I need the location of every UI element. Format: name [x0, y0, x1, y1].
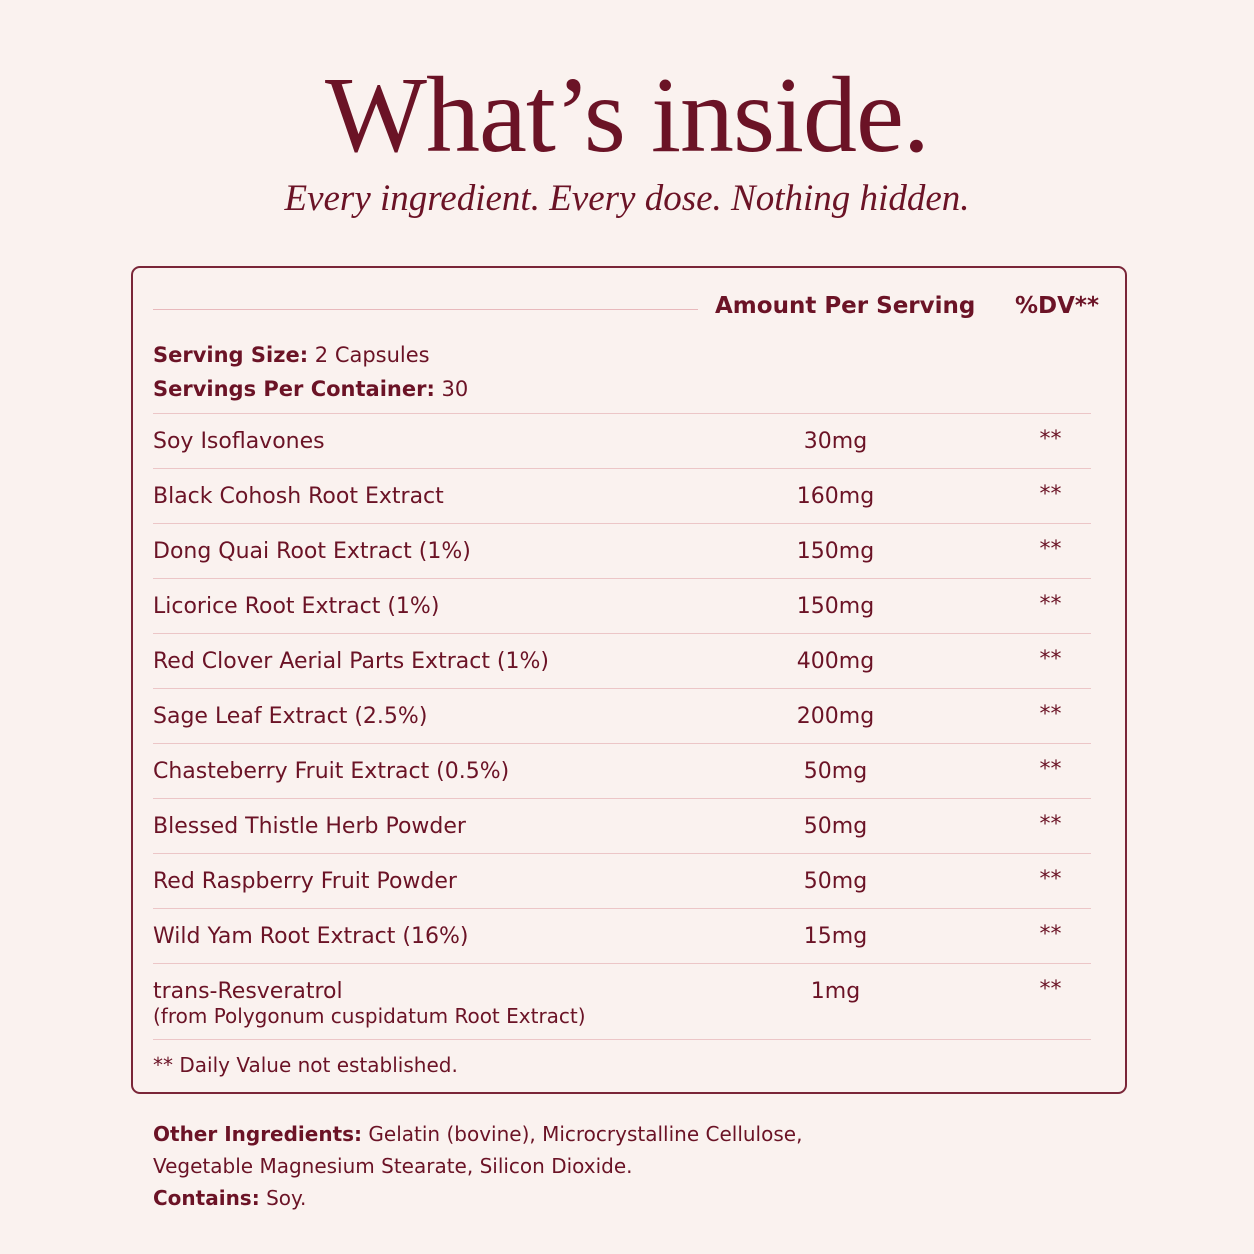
ingredient-amount: 50mg	[803, 759, 868, 784]
ingredient-name: Chasteberry Fruit Extract (0.5%)	[153, 759, 510, 784]
ingredient-amount: 50mg	[803, 869, 868, 894]
ingredient-table	[153, 413, 1091, 1040]
ingredient-name: Dong Quai Root Extract (1%)	[153, 539, 471, 564]
ingredient-dv: **	[1039, 427, 1062, 452]
ingredient-dv: **	[1039, 757, 1062, 782]
ingredient-amount: 150mg	[796, 594, 875, 619]
ingredient-name: Licorice Root Extract (1%)	[153, 594, 440, 619]
ingredient-name-block	[153, 980, 586, 1028]
ingredient-row	[153, 744, 1091, 799]
ingredient-name: Red Clover Aerial Parts Extract (1%)	[153, 649, 549, 674]
header-divider	[153, 309, 698, 310]
ingredient-dv: **	[1039, 812, 1062, 837]
ingredient-name: Soy Isoflavones	[153, 429, 325, 454]
ingredient-name: Red Raspberry Fruit Powder	[153, 869, 457, 894]
ingredient-row	[153, 854, 1091, 909]
ingredient-row	[153, 579, 1091, 634]
ingredient-dv: **	[1039, 647, 1062, 672]
serving-size-value: 2 Capsules	[314, 343, 430, 367]
daily-value-footnote: ** Daily Value not established.	[153, 1053, 458, 1077]
ingredient-dv: **	[1039, 922, 1062, 947]
ingredient-amount: 400mg	[796, 649, 875, 674]
ingredient-amount: 50mg	[803, 814, 868, 839]
page-title: What’s inside.	[325, 56, 929, 175]
ingredient-name: trans-Resveratrol	[153, 979, 343, 1004]
supplement-facts-panel	[131, 266, 1127, 1094]
contains-line	[153, 1182, 833, 1214]
ingredient-row	[153, 909, 1091, 964]
ingredient-row	[153, 689, 1091, 744]
ingredient-row	[153, 469, 1091, 524]
servings-per-container-label: Servings Per Container:	[153, 377, 435, 401]
other-ingredients-text-1: Gelatin (bovine), Microcrystalline Cellulose,	[368, 1122, 803, 1146]
ingredient-amount: 150mg	[796, 539, 875, 564]
servings-per-container-value: 30	[441, 377, 469, 401]
ingredient-amount: 1mg	[810, 979, 861, 1004]
other-ingredients-section	[153, 1118, 833, 1214]
serving-size-label: Serving Size:	[153, 343, 309, 367]
other-ingredients-line-2: Vegetable Magnesium Stearate, Silicon Dioxide.	[153, 1154, 633, 1178]
ingredient-name-detail: (from Polygonum cuspidatum Root Extract)	[153, 1004, 586, 1028]
ingredient-amount: 30mg	[803, 429, 868, 454]
ingredient-amount: 200mg	[796, 704, 875, 729]
ingredient-row	[153, 414, 1091, 469]
contains-label: Contains:	[153, 1186, 260, 1210]
ingredient-amount: 160mg	[796, 484, 875, 509]
ingredient-name: Wild Yam Root Extract (16%)	[153, 924, 469, 949]
ingredient-row	[153, 524, 1091, 579]
ingredient-name: Blessed Thistle Herb Powder	[153, 814, 466, 839]
ingredient-dv: **	[1039, 592, 1062, 617]
ingredient-dv: **	[1039, 702, 1062, 727]
page-subtitle: Every ingredient. Every dose. Nothing hidden.	[284, 178, 970, 219]
ingredient-row	[153, 634, 1091, 689]
ingredient-dv: **	[1039, 867, 1062, 892]
amount-per-serving-header: Amount Per Serving	[715, 293, 976, 319]
other-ingredients-label: Other Ingredients:	[153, 1122, 363, 1146]
ingredient-amount: 15mg	[803, 924, 868, 949]
servings-per-container	[153, 376, 468, 402]
ingredient-name: Sage Leaf Extract (2.5%)	[153, 704, 428, 729]
ingredient-dv: **	[1039, 977, 1062, 1002]
contains-value: Soy.	[266, 1186, 307, 1210]
serving-size	[153, 342, 430, 368]
ingredient-dv: **	[1039, 537, 1062, 562]
ingredient-name: Black Cohosh Root Extract	[153, 484, 444, 509]
ingredient-row	[153, 799, 1091, 854]
daily-value-header: %DV**	[1015, 293, 1099, 319]
ingredient-row	[153, 964, 1091, 1040]
other-ingredients-line-1	[153, 1118, 833, 1150]
ingredient-dv: **	[1039, 482, 1062, 507]
